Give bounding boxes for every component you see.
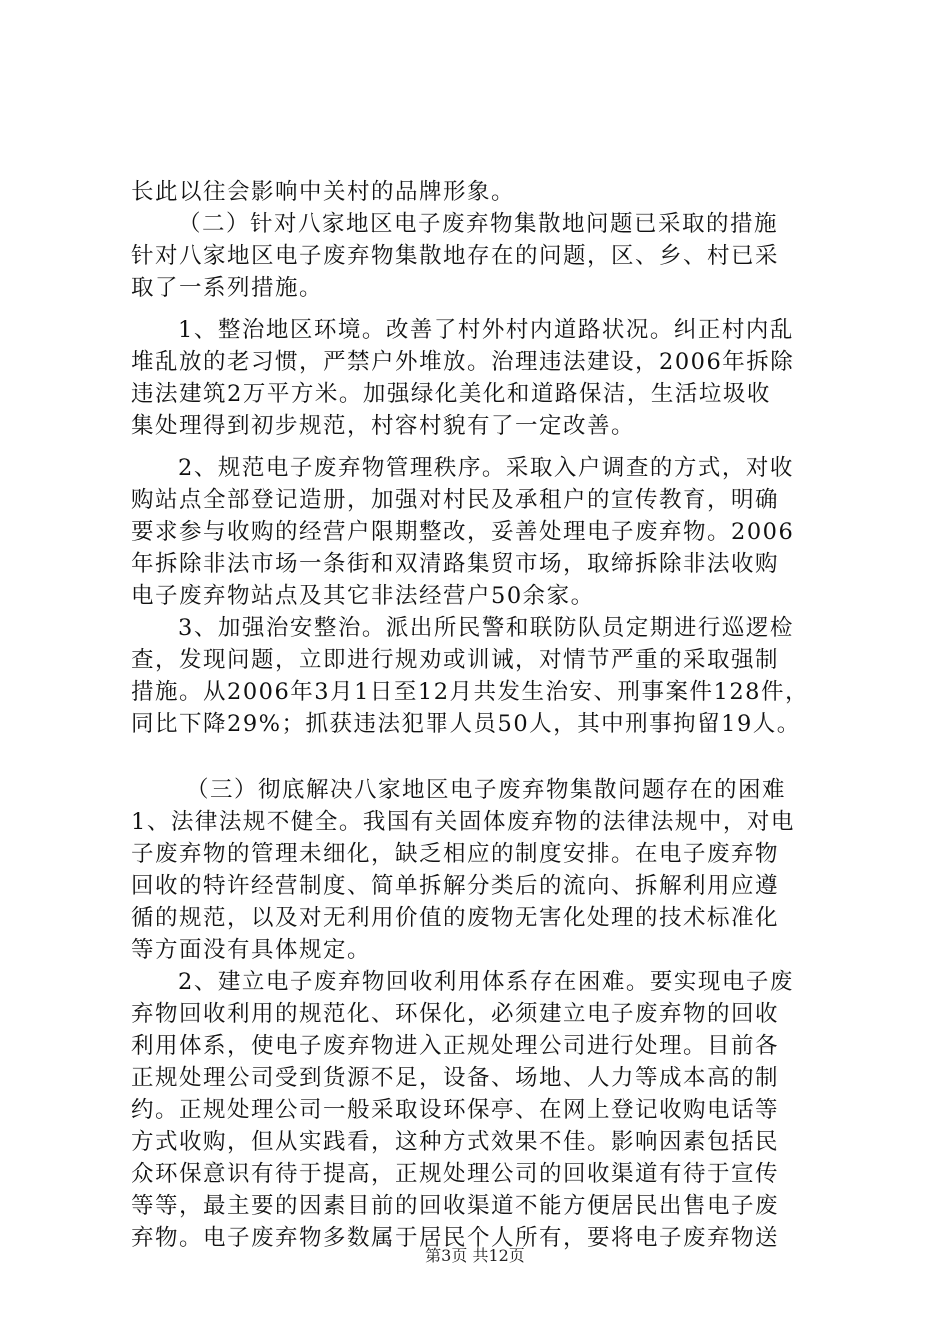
paragraph-line: 利用体系，使电子废弃物进入正规处理公司进行处理。目前各 [131,1033,780,1059]
paragraph-line: 2、建立电子废弃物回收利用体系存在困难。要实现电子废 [178,969,794,995]
paragraph-line: 弃物。电子废弃物多数属于居民个人所有，要将电子废弃物送 [131,1225,780,1251]
paragraph-line: 同比下降29%；抓获违法犯罪人员50人，其中刑事拘留19人。 [131,711,801,737]
paragraph-line: 措施。从2006年3月1日至12月共发生治安、刑事案件128件， [131,679,809,705]
paragraph-line: 2、规范电子废弃物管理秩序。采取入户调查的方式，对收 [178,455,794,481]
paragraph-line: 众环保意识有待于提高，正规处理公司的回收渠道有待于宣传 [131,1161,780,1187]
paragraph-line: 年拆除非法市场一条街和双清路集贸市场，取缔拆除非法收购 [131,551,780,577]
paragraph-line: 循的规范，以及对无利用价值的废物无害化处理的技术标准化 [131,905,780,931]
paragraph-line: 回收的特许经营制度、简单拆解分类后的流向、拆解利用应遵 [131,873,780,899]
document-body [131,176,837,1254]
paragraph-line: 约。正规处理公司一般采取设环保亭、在网上登记收购电话等 [131,1097,780,1123]
paragraph-line: 要求参与收购的经营户限期整改，妥善处理电子废弃物。2006 [131,519,795,545]
paragraph-line: 集处理得到初步规范，村容村貌有了一定改善。 [131,413,636,439]
paragraph-line: 3、加强治安整治。派出所民警和联防队员定期进行巡逻检 [178,615,794,641]
paragraph-line: 违法建筑2万平方米。加强绿化美化和道路保洁，生活垃圾收 [131,381,771,407]
paragraph-line: 1、整治地区环境。改善了村外村内道路状况。纠正村内乱 [178,317,794,343]
paragraph-line: 等方面没有具体规定。 [131,937,372,963]
paragraph-line: 取了一系列措施。 [131,275,324,301]
paragraph-line: 长此以往会影响中关村的品牌形象。 [131,179,516,205]
page-number-footer: 第3页 共12页 [425,1246,525,1265]
paragraph-line: 方式收购，但从实践看，这种方式效果不佳。影响因素包括民 [131,1129,780,1155]
paragraph-line: 1、法律法规不健全。我国有关固体废弃物的法律法规中，对电 [131,809,795,835]
paragraph-line: 堆乱放的老习惯，严禁户外堆放。治理违法建设，2006年拆除 [131,349,795,375]
paragraph-line: 查，发现问题，立即进行规劝或训诫，对情节严重的采取强制 [131,647,780,673]
paragraph-line: 子废弃物的管理未细化，缺乏相应的制度安排。在电子废弃物 [131,841,780,867]
paragraph-line: 购站点全部登记造册，加强对村民及承租户的宣传教育，明确 [131,487,780,513]
paragraph-line: 针对八家地区电子废弃物集散地存在的问题，区、乡、村已采 [131,243,780,269]
paragraph-line: 弃物回收利用的规范化、环保化，必须建立电子废弃物的回收 [131,1001,780,1027]
paragraph-line: 正规处理公司受到货源不足，设备、场地、人力等成本高的制 [131,1065,780,1091]
paragraph-line: 等等，最主要的因素目前的回收渠道不能方便居民出售电子废 [131,1193,780,1219]
section-heading: （二）针对八家地区电子废弃物集散地问题已采取的措施 [178,211,779,237]
paragraph-line: 电子废弃物站点及其它非法经营户50余家。 [131,583,595,609]
section-heading: （三）彻底解决八家地区电子废弃物集散问题存在的困难 [186,777,787,803]
